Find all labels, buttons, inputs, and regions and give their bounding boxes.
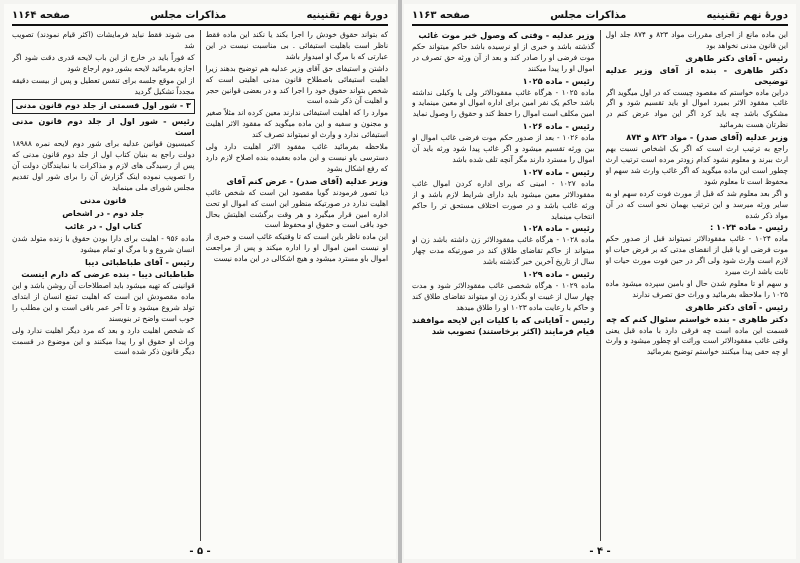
- paragraph: کمیسیون قوانین عدلیه برای شور دوم لایحه نمره ۱۸۹۸۸ دولت راجع به بنیان کتاب اول از جلد دوم قانون مدنی که پس از رسیدگی های لازم و مذاکرات با نمایندگان دولت آن را تصویب نموده اینک گزارش آن را برای شور اول تقدیم مجلس شورای ملی مینماید: [12, 139, 195, 192]
- right-page: [404, 4, 796, 559]
- paragraph: ماده ۱۰۲۵ - هرگاه غائب مفقودالاثر ولی یا وکیلی نداشته باشد حاکم یک نفر امین برای اداره اموال او معین مینماید و امین مکلف است اموال را حفظ کند و حقوق را وصول نماید: [412, 87, 595, 119]
- speaker-line: طباطبائی دیبا - بنده عرضی که دارم اینست: [21, 269, 195, 280]
- left-page-number: - ۵ -: [189, 546, 211, 557]
- paragraph: داشتن و استیفای حق آقای وزیر عدلیه هم توضیح بدهند زیرا اهلیت استیفائی باصطلاح قانون مدنی اهلیتی است که شخص بتواند حقوق خود را اجرا کند و در بعضی قوانین حجر و اهلیت آن ذکر شده است: [205, 63, 388, 106]
- speaker-line: رئیس - آقایانی که با کلیات این لایحه موافقند قیام فرمایند (اکثر برخاستند) تصویب شد: [412, 314, 595, 336]
- speaker-line: وزیر عدلیه (آقای صدر) - عرض کنم آقای: [226, 175, 388, 186]
- boxed-heading: ۳ - شور اول قسمتی از جلد دوم قانون مدنی: [12, 99, 195, 114]
- right-page-title: مذاکرات مجلس: [550, 9, 627, 21]
- speaker-line: رئیس - آقای دکتر طاهری: [685, 52, 788, 63]
- right-page-columns: [412, 30, 788, 541]
- paragraph: و اگر بعد معلوم شد که قبل از مورث فوت کرده سهم او به سایر ورثه میرسد و این ترتیب بهمان نحو است که در آن مواد ذکر شده: [605, 188, 788, 220]
- paragraph: این ماده مانع از اجرای مقررات مواد ۸۲۳ و ۸۷۴ جلد اول این قانون مدنی نخواهد بود: [605, 30, 788, 50]
- left-page: [4, 4, 396, 559]
- right-page-number-label: صفحه ۱۱۶۳: [412, 9, 471, 21]
- right-page-left-column: [412, 30, 595, 541]
- paragraph: ماده ۱۰۲۹ - هرگاه شخصی غائب مفقودالاثر شود و مدت چهار سال از غیبت او بگذرد زن او میتواند تقاضای طلاق کند و حاکم با رعایت ماده ۱۰۲۳ او را طلاق میدهد: [412, 280, 595, 312]
- right-page-session: دورهٔ نهم تقنینیه: [706, 9, 788, 21]
- right-page-number: - ۴ -: [589, 546, 611, 557]
- left-page-columns: [12, 30, 388, 541]
- speaker-line: دکتر طاهری - بنده خواستم سئوال کنم که چه: [606, 313, 788, 324]
- paragraph: دیا تصور فرمودند گویا مقصود این است که شخص غائب اهلیت ندارد در صورتیکه منظور این است که اموال او تحت اداره امین قرار میگیرد و هر وقت برگشت اهلیتش بحال خود باقی است و حقوق او محفوظ است: [205, 187, 388, 230]
- paragraph: و سهم او تا معلوم شدن حال او بامین سپرده میشود ماده ۱۰۲۵ را ملاحظه بفرمائید و وراث حق تصرف ندارند: [605, 278, 788, 299]
- paragraph: این ماده ناظر باین است که تا وقتیکه غائب است و خبری از او نیست امین اموال او را اداره میکند و پس از مراجعت اموال باو مسترد میشود و هیچ اشکالی در این ماده نیست: [205, 232, 388, 264]
- paragraph: ملاحظه بفرمائید غائب مفقود الاثر اهلیت دارد ولی دسترسی باو نیست و این ماده بعقیده بنده اصلاح لازم دارد که رفع اشکال بشود: [205, 142, 388, 173]
- speaker-line: رئیس - ماده ۱۰۲۶: [522, 121, 595, 132]
- column-divider: [200, 30, 201, 541]
- paragraph: ماده ۱۰۲۸ - هرگاه غائب مفقودالاثر زن داشته باشد زن او میتواند از حاکم تقاضای طلاق کند در صورتیکه مدت چهار سال از تاریخ آخرین خبر گذشته باشد: [412, 235, 595, 267]
- paragraph: قسمت این ماده است چه فرقی دارد با ماده قبل یعنی وقتی غائب مفقودالاثر است وراثت او چطور میشود و وارث او چه حقی پیدا میکنند خواستم توضیح بفرمائید: [605, 325, 788, 357]
- section-heading: قانون مدنی: [79, 195, 127, 205]
- section-heading: کتاب اول - در غائب: [64, 221, 142, 231]
- speaker-line: رئیس - ماده ۱۰۲۴ :: [710, 222, 788, 233]
- paragraph: می شوند فقط نباید فرمایشات (اکثر قیام نمودند) تصویب شد: [12, 30, 195, 50]
- left-page-right-column: [206, 30, 389, 541]
- right-page-header: [412, 6, 788, 26]
- paragraph: موارد را که اهلیت استیفائی ندارند معین کرده اند مثلاً صغیر و مجنون و سفیه و این ماده میگوید که مفقود الاثر اهلیت استیفائی ندارد و وارث او نمیتواند تصرف کند: [205, 108, 388, 140]
- paragraph: که شخص اهلیت دارد و بعد که مرد دیگر اهلیت ندارد ولی وراث او حقوق او را پیدا میکنند و این موضوع در قسمت دیگر قانون ذکر شده است: [12, 325, 195, 357]
- paragraph: دراین ماده خواستم که مقصود چیست که در اول میگوید اگر غائب مفقود الاثر بمیرد اموال او باید تقسیم شود و اگر مشکوک باشد چه باید کرد اگر این مواد عرض کنم در نظرتان هست بفرمائید: [605, 87, 788, 130]
- book-gutter: [398, 0, 402, 563]
- column-divider: [600, 30, 601, 541]
- paragraph: از این موقع جلسه برای تنفس تعطیل و پس از بیست دقیقه مجدداً تشکیل گردید: [12, 75, 195, 96]
- speaker-line: رئیس - ماده ۱۰۲۷: [522, 166, 595, 177]
- speaker-line: دکتر طاهری - بنده از آقای وزیر عدلیه توضیحی: [605, 64, 788, 86]
- speaker-line: رئیس - ماده ۱۰۲۵: [522, 75, 595, 86]
- left-page-title: مذاکرات مجلس: [150, 9, 227, 21]
- speaker-line: رئیس - ماده ۱۰۲۹: [522, 269, 595, 280]
- right-page-right-column: [606, 30, 789, 541]
- left-page-header: [12, 6, 388, 26]
- section-heading: جلد دوم - در اشخاص: [62, 208, 145, 218]
- speaker-line: رئیس - آقای دکتر طاهری: [685, 301, 788, 312]
- paragraph: گذشته باشد و خبری از او نرسیده باشد حاکم میتواند حکم موت فرضی او را صادر کند و بعد از آن ورثه حق تصرف در اموال او را پیدا میکنند: [412, 41, 595, 73]
- paragraph: ماده ۹۵۶ - اهلیت برای دارا بودن حقوق با زنده متولد شدن انسان شروع و با مرگ او تمام میشود: [12, 234, 195, 255]
- left-page-session: دورهٔ نهم تقنینیه: [306, 9, 388, 21]
- speaker-line: وزیر عدلیه (آقای صدر) - مواد ۸۲۳ و ۸۷۴: [626, 132, 788, 143]
- speaker-line: رئیس - ماده ۱۰۲۸: [522, 223, 595, 234]
- paragraph: ماده ۱۰۲۴ - غائب مفقودالاثر نمیتواند قبل از صدور حکم موت فرضی او یا قبل از انقضای مدتی که بر فرض حیات او لازم است وارث شود ولی اگر در حین فوت مورث حیات او ثابت باشد ارث میبرد: [605, 234, 788, 277]
- left-page-left-column: [12, 30, 195, 541]
- speaker-line: رئیس - شور اول از جلد دوم قانون مدنی است: [12, 116, 195, 138]
- paragraph: راجع به ترتیب ارث است که اگر یک اشخاص نسبت بهم ارث ببرند و معلوم نشود کدام زودتر مرده است ترتیب ارث چطور است این ماده میگوید که اگر غائب وارث شد سهم او محفوظ است تا معلوم شود: [605, 144, 788, 186]
- speaker-line: وزیر عدلیه - وقتی که وصول خبر موت غائب: [418, 30, 595, 40]
- paragraph: که فوراً باید در خارج از این باب لایحه قدری دقت شود اگر اجازه بفرمائید لایحه بشور دوم ارجاع شود: [12, 52, 195, 73]
- paragraph: که بتواند حقوق خودش را اجرا بکند یا نکند این ماده فقط ناظر است باهلیت استیفائی . بی مناسبت نیست در این عبارتی که با مرگ او امیدوار باشد: [205, 30, 388, 61]
- paragraph: قوانینی که تهیه میشود باید اصطلاحات آن روشن باشد و این ماده مقصودش این است که اهلیت تمتع انسان از ابتدای تولد شروع میشود و تا آخر عمر باقی است و این مطلب را خوب است واضح تر بنویسند: [12, 281, 195, 323]
- left-page-number-label: صفحه ۱۱۶۴: [12, 9, 71, 21]
- paragraph: ماده ۱۰۲۶ - بعد از صدور حکم موت فرضی غائب اموال او بین ورثه تقسیم میشود و اگر غائب پیدا شود ورثه باید آن اموال را مسترد دارند مگر آنچه تلف شده باشد: [412, 133, 595, 164]
- paragraph: ماده ۱۰۲۷ - امینی که برای اداره کردن اموال غائب مفقودالاثر معین میشود باید دارای شرایط لازم باشد و از ورثه غائب باشد و در صورت اختلاف مستحق تر را حاکم انتخاب مینماید: [412, 178, 595, 221]
- speaker-line: رئیس - آقای طباطبائی دیبا: [84, 257, 195, 268]
